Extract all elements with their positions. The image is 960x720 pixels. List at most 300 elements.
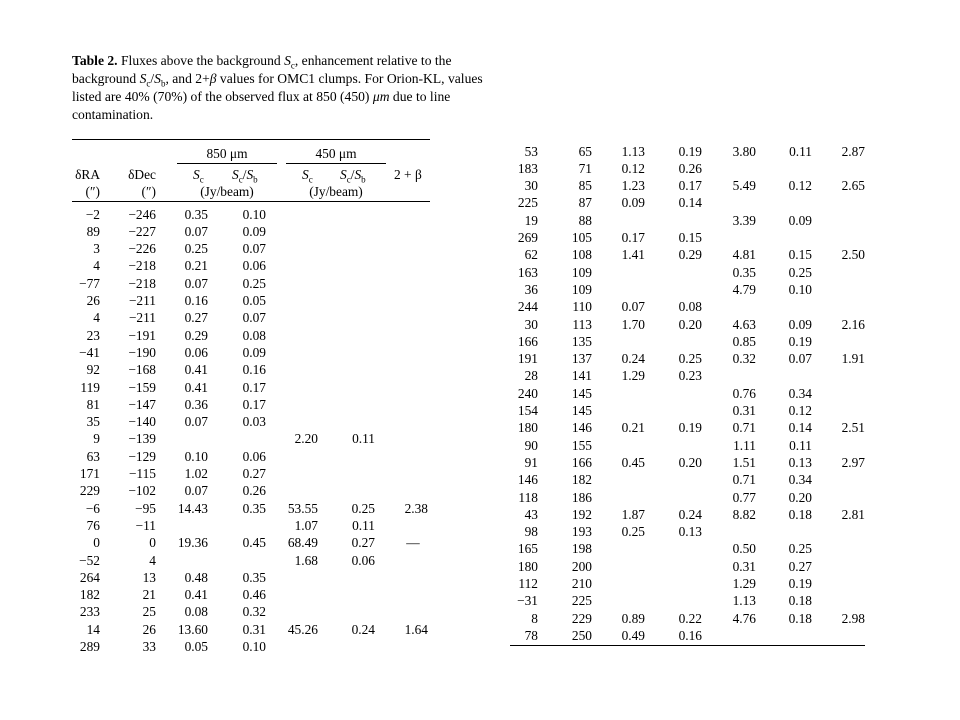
cell-ddec: 109 <box>571 281 592 297</box>
cell-dra: 63 <box>86 448 100 464</box>
cell-scsb450: 0.34 <box>788 385 812 401</box>
cell-sc850: 0.25 <box>184 241 208 257</box>
header-text: / <box>350 167 355 182</box>
cell-beta: 2.97 <box>841 454 865 470</box>
cell-scsb450: 0.18 <box>788 593 812 609</box>
cell-dra: 225 <box>517 195 538 211</box>
cell-dra: 244 <box>517 299 538 315</box>
cell-dra: 9 <box>93 431 100 447</box>
cell-sc850: 0.10 <box>184 448 208 464</box>
cell-ddec: 26 <box>142 621 156 637</box>
cell-sc850: 0.45 <box>621 454 645 470</box>
cell-sc450: 68.49 <box>287 535 318 551</box>
cell-sc450: 5.49 <box>732 178 756 194</box>
cell-ddec: 33 <box>142 639 156 654</box>
cell-ddec: −95 <box>135 500 156 516</box>
cell-sc850: 0.41 <box>184 362 208 378</box>
header-text: c <box>308 174 313 185</box>
cell-ddec: −102 <box>128 483 156 499</box>
cell-ddec: −115 <box>128 466 156 481</box>
cell-beta: 2.81 <box>841 506 865 522</box>
cell-dra: 3 <box>93 241 100 257</box>
cell-dra: 30 <box>524 178 538 194</box>
cell-scsb850: 0.45 <box>242 535 266 551</box>
cell-scsb850: 0.32 <box>242 604 266 620</box>
header-text: δDec <box>128 167 156 182</box>
cell-ddec: 141 <box>571 368 592 384</box>
cell-sc450: 0.71 <box>732 420 756 436</box>
cell-ddec: 192 <box>571 506 592 522</box>
cell-sc850: 0.12 <box>621 160 645 176</box>
cell-sc850: 0.07 <box>184 414 208 430</box>
cell-scsb850: 0.19 <box>678 420 702 436</box>
header-dra <box>60 166 100 183</box>
cell-sc850: 0.36 <box>184 396 208 412</box>
caption-text: Fluxes above the background <box>117 53 285 68</box>
header-text: S <box>246 167 254 182</box>
header-beta <box>394 166 422 183</box>
cell-scsb850: 0.06 <box>242 258 266 274</box>
caption-text: values for OMC1 clumps. For Orion-KL, values listed are 40% (70%) of the observed flux at 850 (450) <box>72 71 483 104</box>
cell-scsb850: 0.06 <box>242 448 266 464</box>
cell-dra: 289 <box>79 639 100 654</box>
cell-dra: 26 <box>86 293 100 308</box>
caption-symbol: μm <box>372 89 390 104</box>
cell-sc850: 0.27 <box>184 310 208 326</box>
cell-sc450: 0.32 <box>732 351 756 367</box>
caption-symbol: S <box>154 71 161 86</box>
cell-scsb850: 0.26 <box>678 160 702 176</box>
cell-scsb850: 0.20 <box>678 454 702 470</box>
cell-dra: 171 <box>79 466 100 481</box>
cell-scsb850: 0.14 <box>678 195 702 211</box>
header-ddec-unit <box>112 183 156 200</box>
cell-ddec: −168 <box>128 362 156 378</box>
cell-beta: 2.50 <box>841 247 865 263</box>
cell-dra: 183 <box>517 160 538 176</box>
cell-sc850: 0.35 <box>184 206 208 222</box>
header-450-group <box>286 145 386 162</box>
cell-ddec: 88 <box>578 212 592 228</box>
cell-ddec: 109 <box>571 264 592 280</box>
header-units-450 <box>286 183 386 200</box>
cell-ddec: 250 <box>571 627 592 643</box>
cell-scsb450: 0.25 <box>351 500 375 516</box>
cell-sc450: 0.71 <box>732 472 756 488</box>
cell-dra: 98 <box>524 524 538 540</box>
cell-scsb850: 0.23 <box>678 368 702 384</box>
cell-sc850: 0.06 <box>184 344 208 360</box>
cell-sc450: 4.76 <box>732 610 756 626</box>
header-text: (″) <box>85 184 100 199</box>
cell-sc850: 0.16 <box>184 293 208 308</box>
cell-ddec: 71 <box>578 160 592 176</box>
cell-sc850: 0.25 <box>621 524 645 540</box>
cell-dra: 43 <box>524 506 538 522</box>
cell-dra: 8 <box>531 610 538 626</box>
cell-ddec: 198 <box>571 541 592 557</box>
cell-dra: 78 <box>524 627 538 643</box>
cell-dra: 154 <box>517 403 538 418</box>
cell-sc850: 0.41 <box>184 587 208 603</box>
header-scsb-450 <box>340 166 366 183</box>
cell-ddec: −211 <box>128 310 156 326</box>
cell-ddec: −11 <box>135 517 156 533</box>
cell-ddec: −140 <box>128 414 156 430</box>
cell-scsb850: 0.19 <box>678 143 702 159</box>
cell-ddec: 137 <box>571 351 592 367</box>
cell-ddec: 105 <box>571 230 592 245</box>
cell-dra: 119 <box>80 379 100 395</box>
cell-sc450: 3.39 <box>732 212 756 228</box>
cell-sc450: 3.80 <box>732 143 756 159</box>
cell-scsb450: 0.18 <box>788 610 812 626</box>
header-text: / <box>242 167 247 182</box>
cell-sc850: 0.48 <box>184 569 208 585</box>
cell-scsb850: 0.17 <box>678 178 702 194</box>
cell-scsb450: 0.34 <box>788 472 812 488</box>
cell-dra: 23 <box>86 327 100 343</box>
cell-dra: −52 <box>79 552 100 568</box>
cell-scsb850: 0.07 <box>242 310 266 326</box>
cell-dra: 240 <box>517 385 538 401</box>
cell-beta: 2.65 <box>841 178 865 194</box>
right-bottom-rule <box>510 645 865 646</box>
cell-scsb850: 0.25 <box>678 351 702 367</box>
cell-scsb850: 0.13 <box>678 524 702 540</box>
cell-scsb450: 0.27 <box>788 558 812 574</box>
cell-ddec: −139 <box>128 431 156 447</box>
caption-text: / <box>150 71 155 86</box>
cell-dra: 91 <box>524 454 538 470</box>
cell-dra: 163 <box>517 264 538 280</box>
cell-sc850: 0.05 <box>184 639 208 654</box>
cell-sc850: 1.29 <box>621 368 645 384</box>
cell-ddec: 166 <box>571 454 592 470</box>
cell-ddec: 87 <box>578 195 592 211</box>
cell-sc450: 0.76 <box>732 385 756 401</box>
caption-subscript: c <box>146 78 151 89</box>
cell-dra: −41 <box>79 344 100 360</box>
cell-dra: 264 <box>79 569 100 585</box>
cell-dra: 269 <box>517 230 538 245</box>
cell-scsb450: 0.24 <box>351 621 375 637</box>
cell-sc450: 8.82 <box>732 506 756 522</box>
cell-scsb850: 0.46 <box>242 587 266 603</box>
header-text: (″) <box>141 184 156 199</box>
cell-dra: −2 <box>85 206 100 222</box>
header-text: c <box>238 174 243 185</box>
cell-scsb850: 0.26 <box>242 483 266 499</box>
cell-ddec: −246 <box>128 206 156 222</box>
cell-ddec: −227 <box>128 223 156 239</box>
cell-sc450: 0.31 <box>732 403 756 418</box>
cell-ddec: 113 <box>572 316 592 332</box>
cell-ddec: 193 <box>571 524 592 540</box>
header-text: c <box>346 174 351 185</box>
cell-scsb850: 0.03 <box>242 414 266 430</box>
cell-dra: 112 <box>518 576 538 591</box>
cell-ddec: 25 <box>142 604 156 620</box>
cell-sc850: 0.29 <box>184 327 208 343</box>
cell-beta: 2.87 <box>841 143 865 159</box>
cell-scsb850: 0.08 <box>678 299 702 315</box>
caption-symbol: S <box>284 53 291 68</box>
cell-scsb850: 0.17 <box>242 379 266 395</box>
caption-text: , and 2+ <box>165 71 210 86</box>
cell-ddec: 225 <box>571 593 592 609</box>
cell-scsb450: 0.09 <box>788 316 812 332</box>
cell-dra: 92 <box>86 362 100 378</box>
cell-sc850: 1.41 <box>621 247 645 263</box>
cell-dra: 28 <box>524 368 538 384</box>
cell-sc450: 0.85 <box>732 333 756 349</box>
cell-ddec: −211 <box>128 293 156 308</box>
cell-sc850: 1.23 <box>621 178 645 194</box>
cell-sc850: 1.02 <box>184 466 208 481</box>
cell-sc850: 19.36 <box>177 535 208 551</box>
caption-text: , enhancement relative to the background <box>72 53 452 86</box>
cell-dra: 4 <box>93 258 100 274</box>
cell-sc450: 1.51 <box>732 454 756 470</box>
cell-ddec: −129 <box>128 448 156 464</box>
cell-dra: −77 <box>79 275 100 291</box>
cell-ddec: 210 <box>571 576 592 591</box>
cell-dra: 165 <box>517 541 538 557</box>
header-text: 450 μm <box>315 146 357 161</box>
cell-ddec: 182 <box>571 472 592 488</box>
cell-sc450: 1.11 <box>733 437 756 453</box>
cell-scsb850: 0.08 <box>242 327 266 343</box>
header-ddec <box>112 166 156 183</box>
cell-scsb450: 0.11 <box>789 143 812 159</box>
cell-beta: 1.64 <box>404 621 428 637</box>
cell-sc850: 14.43 <box>177 500 208 516</box>
cell-ddec: 65 <box>578 143 592 159</box>
caption-subscript: b <box>160 78 166 89</box>
cell-dra: 14 <box>86 621 100 637</box>
cell-scsb450: 0.15 <box>788 247 812 263</box>
cell-scsb850: 0.31 <box>242 621 266 637</box>
header-units-850 <box>177 183 277 200</box>
cell-scsb450: 0.06 <box>351 552 375 568</box>
cell-scsb850: 0.29 <box>678 247 702 263</box>
cell-scsb450: 0.18 <box>788 506 812 522</box>
cell-sc450: 0.77 <box>732 489 756 505</box>
cell-dra: −6 <box>85 500 100 516</box>
cell-sc450: 4.79 <box>732 281 756 297</box>
cell-ddec: 108 <box>571 247 592 263</box>
cell-ddec: 13 <box>142 569 156 585</box>
cell-sc450: 45.26 <box>287 621 318 637</box>
cell-scsb850: 0.15 <box>678 230 702 245</box>
cell-sc850: 0.24 <box>621 351 645 367</box>
cell-scsb450: 0.13 <box>788 454 812 470</box>
cell-beta: 2.51 <box>841 420 865 436</box>
cell-scsb850: 0.10 <box>242 639 266 654</box>
cell-scsb850: 0.16 <box>678 627 702 643</box>
cell-dra: 191 <box>517 351 538 367</box>
header-sc-450 <box>302 166 313 183</box>
caption-text: due to line contamination. <box>72 89 451 122</box>
cell-ddec: 85 <box>578 178 592 194</box>
header-text: δRA <box>75 167 100 182</box>
cell-ddec: −159 <box>128 379 156 395</box>
cell-scsb450: 0.25 <box>788 541 812 557</box>
cell-ddec: 0 <box>149 535 156 551</box>
header-text: S <box>302 167 309 182</box>
cell-dra: 35 <box>86 414 100 430</box>
cell-sc850: 1.70 <box>621 316 645 332</box>
cell-scsb850: 0.05 <box>242 293 266 308</box>
cell-dra: 118 <box>518 489 538 505</box>
cell-dra: 89 <box>86 223 100 239</box>
caption-label: Table 2. <box>72 53 118 68</box>
cell-dra: 146 <box>517 472 538 488</box>
cell-scsb450: 0.25 <box>788 264 812 280</box>
header-text: b <box>253 174 258 185</box>
cell-ddec: −226 <box>128 241 156 257</box>
header-text: (Jy/beam) <box>309 184 363 199</box>
cell-scsb850: 0.16 <box>242 362 266 378</box>
cell-ddec: −218 <box>128 275 156 291</box>
cell-sc450: 1.68 <box>294 552 318 568</box>
cell-sc450: 1.07 <box>294 517 318 533</box>
header-text: 2 + β <box>394 167 422 182</box>
cell-ddec: −218 <box>128 258 156 274</box>
cell-sc450: 4.81 <box>732 247 756 263</box>
header-text: (Jy/beam) <box>200 184 254 199</box>
header-dra-unit <box>60 183 100 200</box>
cell-ddec: 200 <box>571 558 592 574</box>
cell-sc450: 53.55 <box>287 500 318 516</box>
cell-sc450: 1.13 <box>732 593 756 609</box>
cell-beta: 1.91 <box>841 351 865 367</box>
header-text: S <box>232 167 239 182</box>
cell-sc850: 1.13 <box>621 143 645 159</box>
cell-sc850: 0.07 <box>184 483 208 499</box>
cell-ddec: 229 <box>571 610 592 626</box>
cell-dra: 76 <box>86 517 100 533</box>
cell-sc850: 1.87 <box>621 506 645 522</box>
cell-ddec: 155 <box>571 437 592 453</box>
left-450-group-rule <box>286 163 386 164</box>
cell-scsb450: 0.19 <box>788 576 812 591</box>
left-header-rule <box>72 201 430 202</box>
left-top-rule <box>72 139 430 140</box>
cell-scsb450: 0.12 <box>788 403 812 418</box>
cell-ddec: −147 <box>128 396 156 412</box>
cell-scsb850: 0.25 <box>242 275 266 291</box>
cell-sc450: 2.20 <box>294 431 318 447</box>
cell-sc850: 0.49 <box>621 627 645 643</box>
cell-scsb450: 0.11 <box>789 437 812 453</box>
cell-ddec: −190 <box>128 344 156 360</box>
cell-scsb850: 0.09 <box>242 223 266 239</box>
cell-dra: 19 <box>524 212 538 228</box>
cell-scsb450: 0.07 <box>788 351 812 367</box>
cell-sc850: 0.41 <box>184 379 208 395</box>
header-scsb-850 <box>232 166 258 183</box>
cell-dra: 36 <box>524 281 538 297</box>
cell-scsb850: 0.24 <box>678 506 702 522</box>
cell-sc850: 0.21 <box>621 420 645 436</box>
header-text: c <box>199 174 204 185</box>
header-text: S <box>354 167 362 182</box>
cell-dra: 81 <box>86 396 100 412</box>
cell-sc850: 0.07 <box>621 299 645 315</box>
cell-ddec: −191 <box>128 327 156 343</box>
cell-sc850: 0.09 <box>621 195 645 211</box>
cell-scsb850: 0.35 <box>242 569 266 585</box>
caption-subscript: c <box>290 60 295 71</box>
cell-dra: 166 <box>517 333 538 349</box>
cell-sc850: 13.60 <box>177 621 208 637</box>
cell-ddec: 186 <box>571 489 592 505</box>
cell-scsb850: 0.20 <box>678 316 702 332</box>
cell-scsb850: 0.10 <box>242 206 266 222</box>
header-850-group <box>177 145 277 162</box>
cell-sc850: 0.07 <box>184 275 208 291</box>
cell-sc450: 0.50 <box>732 541 756 557</box>
cell-dra: 4 <box>93 310 100 326</box>
cell-sc450: 4.63 <box>732 316 756 332</box>
cell-ddec: 145 <box>571 403 592 418</box>
cell-dra: 229 <box>79 483 100 499</box>
cell-dra: 62 <box>524 247 538 263</box>
table-caption <box>72 52 492 124</box>
cell-sc450: 0.31 <box>732 558 756 574</box>
cell-sc850: 0.21 <box>184 258 208 274</box>
cell-dra: 182 <box>79 587 100 603</box>
cell-scsb450: 0.11 <box>352 517 375 533</box>
cell-scsb450: 0.20 <box>788 489 812 505</box>
cell-dra: 180 <box>517 420 538 436</box>
cell-ddec: 4 <box>149 552 156 568</box>
left-850-group-rule <box>177 163 277 164</box>
cell-scsb850: 0.07 <box>242 241 266 257</box>
cell-beta: — <box>406 535 420 551</box>
cell-scsb450: 0.19 <box>788 333 812 349</box>
cell-dra: 233 <box>79 604 100 620</box>
caption-symbol: S <box>139 71 147 86</box>
cell-sc850: 0.07 <box>184 223 208 239</box>
cell-dra: 53 <box>524 143 538 159</box>
cell-beta: 2.98 <box>841 610 865 626</box>
header-text: 850 μm <box>206 146 248 161</box>
cell-scsb450: 0.12 <box>788 178 812 194</box>
header-text: b <box>361 174 366 185</box>
cell-dra: −31 <box>517 593 538 609</box>
cell-scsb850: 0.17 <box>242 396 266 412</box>
cell-scsb850: 0.09 <box>242 344 266 360</box>
cell-ddec: 110 <box>572 299 592 315</box>
cell-beta: 2.38 <box>404 500 428 516</box>
cell-dra: 0 <box>93 535 100 551</box>
cell-scsb850: 0.22 <box>678 610 702 626</box>
cell-beta: 2.16 <box>841 316 865 332</box>
cell-scsb850: 0.35 <box>242 500 266 516</box>
cell-scsb850: 0.27 <box>242 466 266 481</box>
cell-scsb450: 0.09 <box>788 212 812 228</box>
header-text: S <box>340 167 347 182</box>
cell-scsb450: 0.27 <box>351 535 375 551</box>
cell-scsb450: 0.14 <box>788 420 812 436</box>
cell-ddec: 146 <box>571 420 592 436</box>
cell-scsb450: 0.10 <box>788 281 812 297</box>
cell-ddec: 135 <box>571 333 592 349</box>
cell-dra: 180 <box>517 558 538 574</box>
